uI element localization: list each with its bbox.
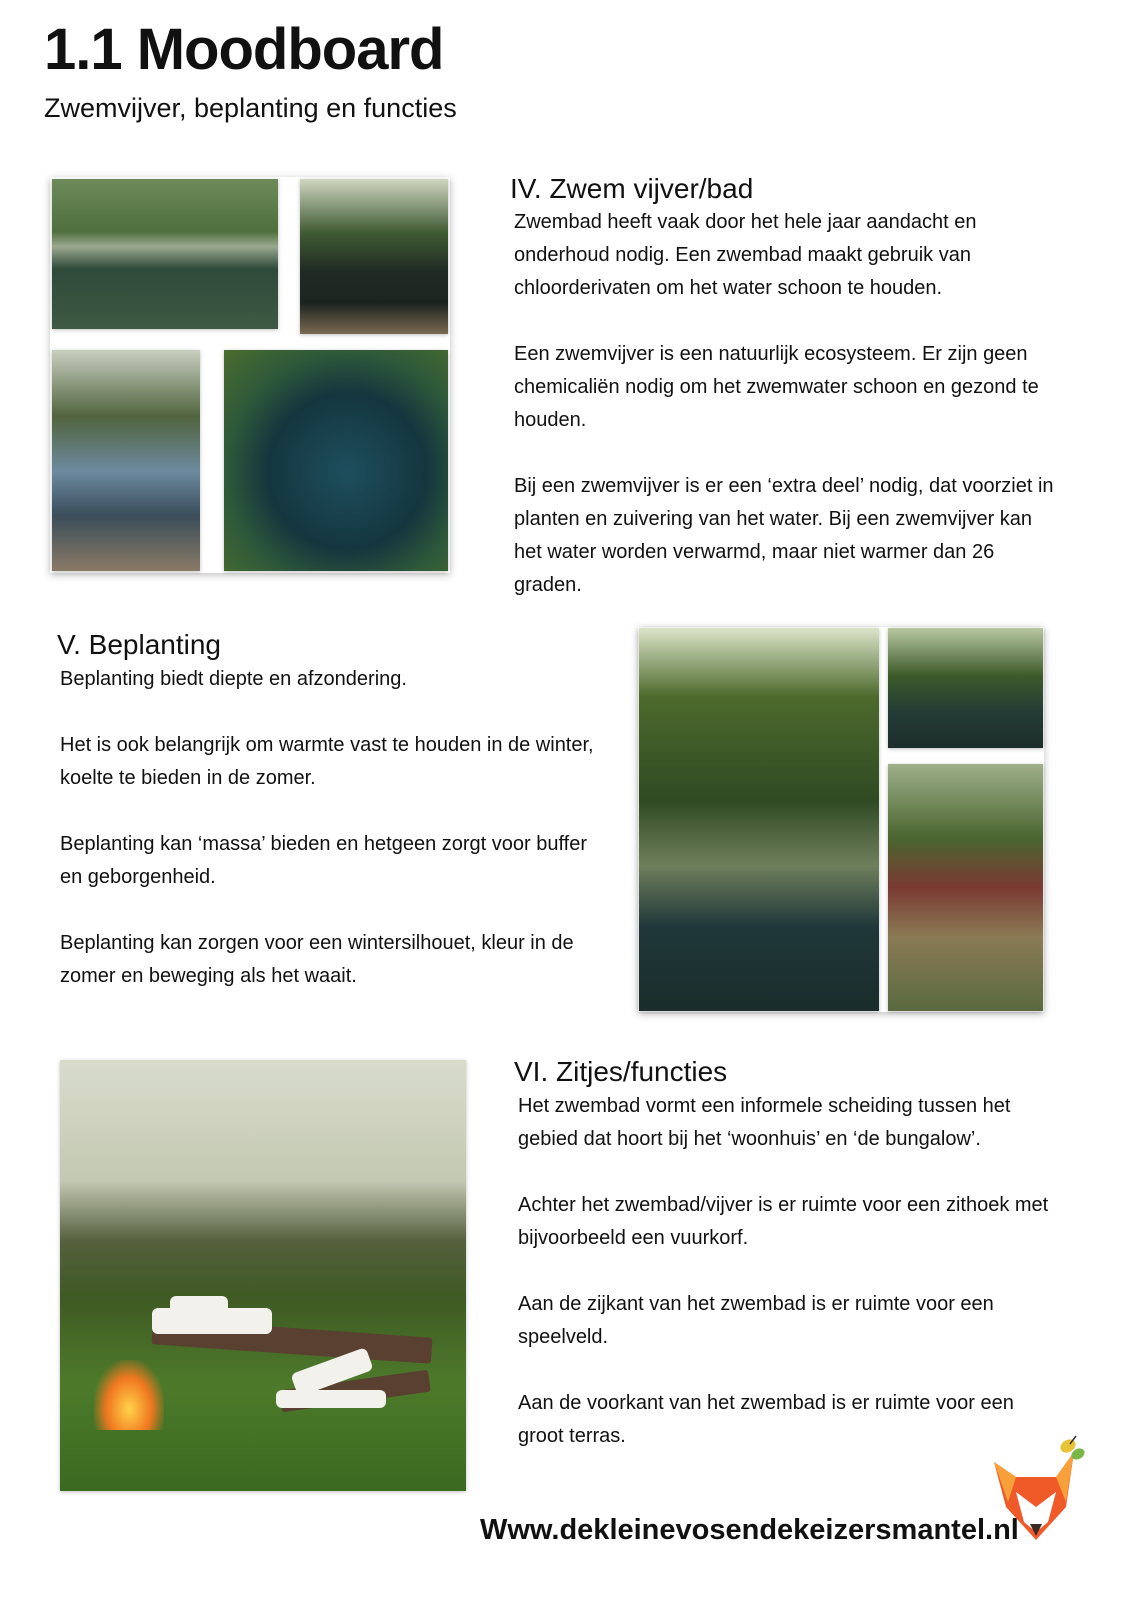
perennial-border-photo <box>888 764 1043 1011</box>
section-heading-swim: IV. Zwem vijver/bad <box>510 173 754 204</box>
paragraph: Een zwemvijver is een natuurlijk ecosysteem. Er zijn geen chemicaliën nodig om het zwemwater schoon en gezond te houden. <box>514 343 1039 431</box>
website-link[interactable]: Www.dekleinevosendekeizersmantel.nl <box>480 1514 1019 1546</box>
pool-with-grasses-photo <box>639 628 879 1011</box>
section-heading-planting: V. Beplanting <box>57 629 221 660</box>
paragraph: Aan de zijkant van het zwembad is er ruimte voor een speelveld. <box>518 1293 994 1348</box>
paragraph: Het is ook belangrijk om warmte vast te houden in de winter, koelte te bieden in de zomer. <box>60 734 594 789</box>
paragraph: Beplanting kan ‘massa’ bieden en hetgeen zorgt voor buffer en geborgenheid. <box>60 833 588 888</box>
paragraph: Het zwembad vormt een informele scheiding tussen het gebied dat hoort bij het ‘woonhuis’ en ‘de bungalow’. <box>518 1095 1011 1150</box>
section-body-swim <box>514 206 1059 635</box>
swimming-pond-photo <box>224 350 448 571</box>
fire-bowl <box>94 1360 164 1430</box>
paragraph: Achter het zwembad/vijver is er ruimte voor een zithoek met bijvoorbeeld een vuurkorf. <box>518 1194 1049 1249</box>
paragraph: Zwembad heeft vaak door het hele jaar aandacht en onderhoud nodig. Een zwembad maakt gebruik van chloorderivaten om het water schoon te houden. <box>514 211 977 299</box>
section-body-planting <box>60 663 605 1026</box>
page-title: 1.1 Moodboard <box>44 17 444 82</box>
fox-butterfly-logo <box>986 1432 1086 1547</box>
natural-pond-photo <box>52 179 278 329</box>
planting-collage <box>638 627 1044 1012</box>
paragraph: Beplanting biedt diepte en afzondering. <box>60 668 407 690</box>
narrow-pool-photo <box>52 350 200 571</box>
swimming-pond-collage <box>50 177 450 573</box>
paragraph: Aan de voorkant van het zwembad is er ruimte voor een groot terras. <box>518 1392 1014 1447</box>
cushion <box>170 1296 228 1326</box>
section-heading-functions: VI. Zitjes/functies <box>514 1056 728 1087</box>
page-subtitle: Zwemvijver, beplanting en functies <box>44 93 457 123</box>
section-body-functions <box>518 1090 1063 1486</box>
dark-pool-photo <box>300 179 448 334</box>
paragraph: Beplanting kan zorgen voor een wintersilhouet, kleur in de zomer en beweging als het waait. <box>60 932 574 987</box>
garden-pool-photo <box>888 628 1043 748</box>
paragraph: Bij een zwemvijver is er een ‘extra deel’ nodig, dat voorziet in planten en zuivering van het water. Bij een zwemvijver kan het water worden verwarmd, maar niet warmer dan 26 graden. <box>514 475 1054 596</box>
cushion <box>276 1390 386 1408</box>
seating-area-photo <box>60 1060 466 1491</box>
